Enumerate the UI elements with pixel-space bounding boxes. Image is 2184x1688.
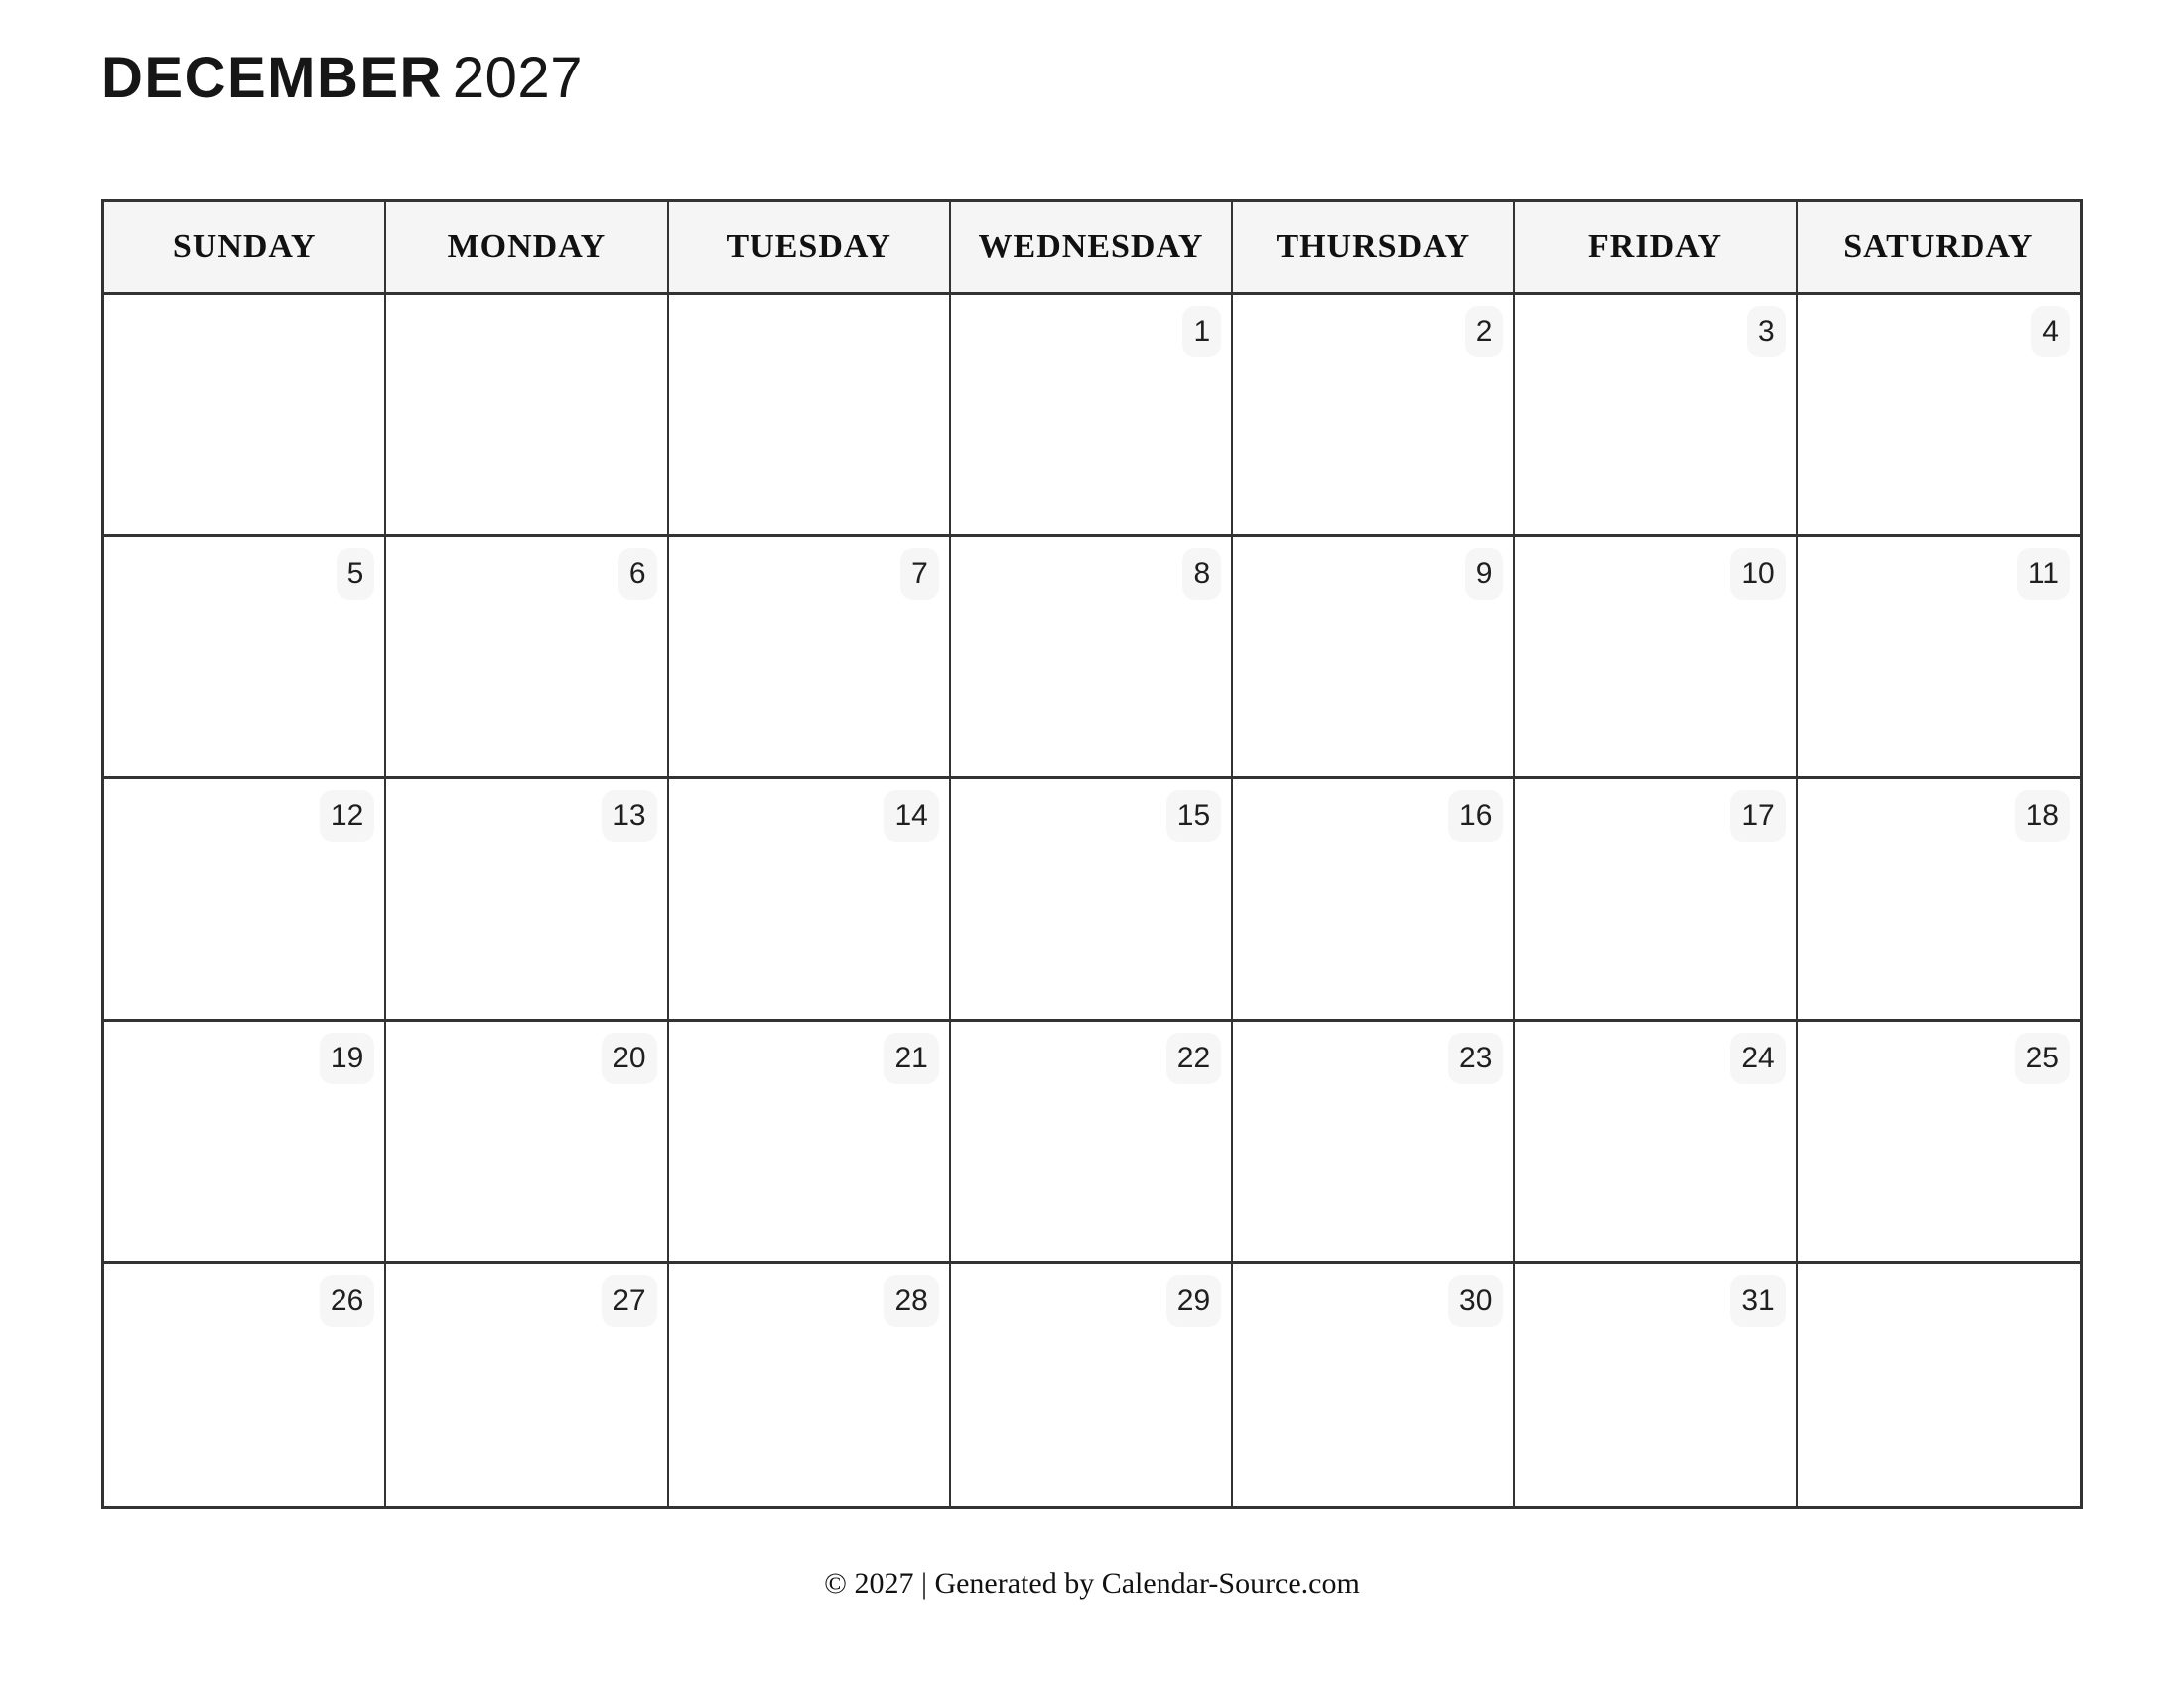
day-number-badge: 10: [1730, 548, 1785, 600]
calendar-grid-body: [104, 295, 2080, 1506]
day-number-badge: 18: [2015, 790, 2070, 842]
weekday-header: TUESDAY: [669, 202, 951, 292]
day-cell: [951, 1264, 1233, 1506]
day-cell: [1798, 1022, 2080, 1264]
day-number-badge: 30: [1448, 1275, 1503, 1327]
weekday-header-row: [104, 202, 2080, 295]
weekday-header: SUNDAY: [104, 202, 386, 292]
day-cell: [104, 779, 386, 1022]
day-cell: [1515, 1022, 1797, 1264]
day-number-badge: 20: [602, 1033, 656, 1084]
day-cell: [104, 1022, 386, 1264]
day-number-badge: 9: [1465, 548, 1504, 600]
day-cell: [1233, 779, 1515, 1022]
day-cell: [386, 537, 668, 779]
day-number-badge: 23: [1448, 1033, 1503, 1084]
day-number-badge: 16: [1448, 790, 1503, 842]
weekday-header: FRIDAY: [1515, 202, 1797, 292]
day-cell: [104, 537, 386, 779]
day-number-badge: 4: [2031, 306, 2070, 357]
page-title: [101, 44, 583, 113]
day-cell: [1798, 537, 2080, 779]
day-cell: [1798, 295, 2080, 537]
day-number-badge: 28: [884, 1275, 938, 1327]
day-cell: [1515, 295, 1797, 537]
day-cell: [1233, 1264, 1515, 1506]
footer-credit: © 2027 | Generated by Calendar-Source.com: [824, 1567, 1360, 1600]
day-number-badge: 25: [2015, 1033, 2070, 1084]
day-cell: [951, 537, 1233, 779]
day-number-badge: 15: [1166, 790, 1221, 842]
day-cell: [669, 1264, 951, 1506]
day-cell: [386, 1264, 668, 1506]
title-year: 2027: [452, 46, 583, 110]
day-number-badge: 8: [1182, 548, 1221, 600]
weekday-header: MONDAY: [386, 202, 668, 292]
day-cell: [1515, 779, 1797, 1022]
day-number-badge: 21: [884, 1033, 938, 1084]
day-cell: [1233, 295, 1515, 537]
day-number-badge: 7: [900, 548, 939, 600]
day-number-badge: 6: [618, 548, 657, 600]
day-cell: [1798, 779, 2080, 1022]
day-cell: [1233, 1022, 1515, 1264]
day-cell: [669, 779, 951, 1022]
day-cell: [386, 1022, 668, 1264]
empty-day-cell: [669, 295, 951, 537]
day-number-badge: 3: [1747, 306, 1786, 357]
day-number-badge: 17: [1730, 790, 1785, 842]
day-number-badge: 26: [320, 1275, 374, 1327]
day-cell: [669, 537, 951, 779]
day-number-badge: 22: [1166, 1033, 1221, 1084]
day-cell: [1233, 537, 1515, 779]
day-number-badge: 5: [337, 548, 375, 600]
day-cell: [669, 1022, 951, 1264]
day-cell: [1515, 537, 1797, 779]
day-cell: [951, 779, 1233, 1022]
day-cell: [951, 1022, 1233, 1264]
day-number-badge: 31: [1730, 1275, 1785, 1327]
day-number-badge: 14: [884, 790, 938, 842]
day-cell: [1515, 1264, 1797, 1506]
day-number-badge: 11: [2017, 548, 2070, 600]
day-number-badge: 27: [602, 1275, 656, 1327]
day-number-badge: 2: [1465, 306, 1504, 357]
empty-day-cell: [104, 295, 386, 537]
calendar-grid: [101, 199, 2083, 1509]
day-number-badge: 1: [1182, 306, 1221, 357]
empty-day-cell: [386, 295, 668, 537]
day-number-badge: 12: [320, 790, 374, 842]
title-month: DECEMBER: [101, 46, 443, 110]
weekday-header: SATURDAY: [1843, 228, 2034, 265]
weekday-header: THURSDAY: [1233, 202, 1515, 292]
day-number-badge: 19: [320, 1033, 374, 1084]
day-number-badge: 24: [1730, 1033, 1785, 1084]
empty-day-cell: [1798, 1264, 2080, 1506]
weekday-header: WEDNESDAY: [951, 202, 1233, 292]
day-cell: [386, 779, 668, 1022]
day-number-badge: 13: [602, 790, 656, 842]
day-cell: [951, 295, 1233, 537]
day-number-badge: 29: [1166, 1275, 1221, 1327]
day-cell: [104, 1264, 386, 1506]
